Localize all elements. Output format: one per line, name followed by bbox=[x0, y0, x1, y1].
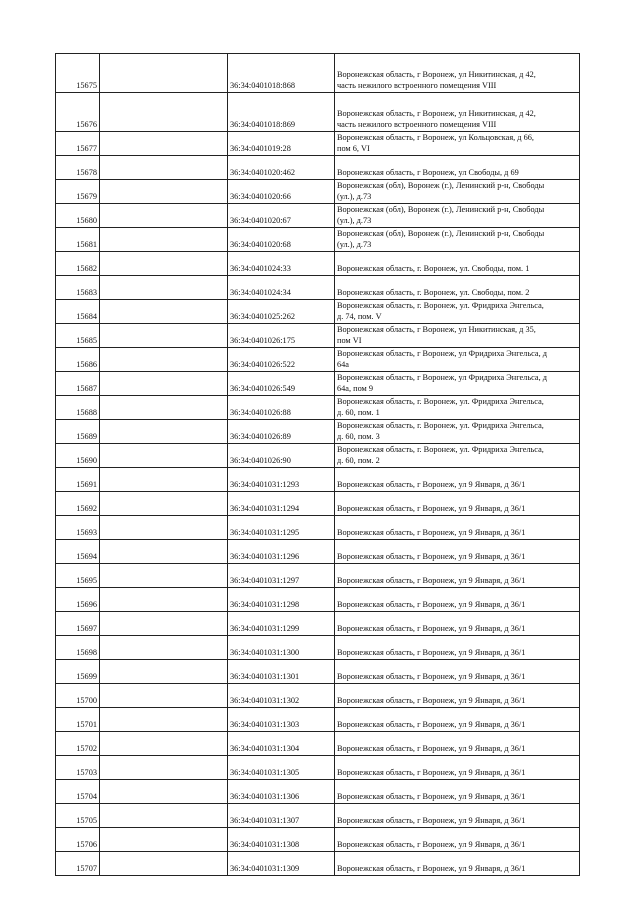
row-number-cell: 15702 bbox=[56, 732, 100, 756]
cadastral-number-cell: 36:34:0401031:1307 bbox=[228, 804, 335, 828]
cadastral-number-cell: 36:34:0401020:68 bbox=[228, 228, 335, 252]
table-row bbox=[56, 660, 580, 684]
empty-cell bbox=[100, 492, 228, 516]
table-row bbox=[56, 252, 580, 276]
table-row bbox=[56, 708, 580, 732]
address-cell: Воронежская область, г Воронеж, ул 9 Января, д 36/1 bbox=[335, 684, 580, 708]
table-row bbox=[56, 444, 580, 468]
cadastral-number-cell: 36:34:0401031:1309 bbox=[228, 852, 335, 876]
cadastral-number-cell: 36:34:0401031:1295 bbox=[228, 516, 335, 540]
cadastral-number-cell: 36:34:0401020:462 bbox=[228, 156, 335, 180]
address-cell: Воронежская область, г Воронеж, ул Свободы, д 69 bbox=[335, 156, 580, 180]
address-cell: Воронежская область, г. Воронеж, ул. Свободы, пом. 2 bbox=[335, 276, 580, 300]
cadastral-number-cell: 36:34:0401026:90 bbox=[228, 444, 335, 468]
cadastral-number-cell: 36:34:0401018:869 bbox=[228, 93, 335, 132]
empty-cell bbox=[100, 732, 228, 756]
empty-cell bbox=[100, 372, 228, 396]
row-number-cell: 15681 bbox=[56, 228, 100, 252]
row-number-cell: 15683 bbox=[56, 276, 100, 300]
row-number-cell: 15678 bbox=[56, 156, 100, 180]
empty-cell bbox=[100, 444, 228, 468]
table-row bbox=[56, 420, 580, 444]
cadastral-number-cell: 36:34:0401024:34 bbox=[228, 276, 335, 300]
table-row bbox=[56, 132, 580, 156]
cadastral-number-cell: 36:34:0401025:262 bbox=[228, 300, 335, 324]
table-row bbox=[56, 492, 580, 516]
row-number-cell: 15685 bbox=[56, 324, 100, 348]
address-cell: Воронежская область, г Воронеж, ул 9 Января, д 36/1 bbox=[335, 540, 580, 564]
address-cell: Воронежская область, г Воронеж, ул Фридриха Энгельса, д 64а bbox=[335, 348, 580, 372]
empty-cell bbox=[100, 420, 228, 444]
empty-cell bbox=[100, 588, 228, 612]
table-row bbox=[56, 180, 580, 204]
empty-cell bbox=[100, 324, 228, 348]
address-cell: Воронежская (обл), Воронеж (г.), Ленинский р-н, Свободы (ул.), д.73 bbox=[335, 180, 580, 204]
table-row bbox=[56, 468, 580, 492]
address-cell: Воронежская область, г Воронеж, ул 9 Января, д 36/1 bbox=[335, 636, 580, 660]
cadastral-number-cell: 36:34:0401018:868 bbox=[228, 54, 335, 93]
address-cell: Воронежская область, г. Воронеж, ул. Фридриха Энгельса, д. 74, пом. V bbox=[335, 300, 580, 324]
empty-cell bbox=[100, 660, 228, 684]
cadastral-number-cell: 36:34:0401031:1308 bbox=[228, 828, 335, 852]
empty-cell bbox=[100, 612, 228, 636]
cadastral-number-cell: 36:34:0401031:1298 bbox=[228, 588, 335, 612]
row-number-cell: 15696 bbox=[56, 588, 100, 612]
empty-cell bbox=[100, 396, 228, 420]
empty-cell bbox=[100, 636, 228, 660]
row-number-cell: 15677 bbox=[56, 132, 100, 156]
row-number-cell: 15697 bbox=[56, 612, 100, 636]
table-row bbox=[56, 300, 580, 324]
table-row bbox=[56, 228, 580, 252]
address-cell: Воронежская область, г Воронеж, ул Никитинская, д 35, пом VI bbox=[335, 324, 580, 348]
cadastral-number-cell: 36:34:0401031:1296 bbox=[228, 540, 335, 564]
cadastral-number-cell: 36:34:0401026:522 bbox=[228, 348, 335, 372]
table-row bbox=[56, 540, 580, 564]
cadastral-number-cell: 36:34:0401026:88 bbox=[228, 396, 335, 420]
table-row bbox=[56, 780, 580, 804]
empty-cell bbox=[100, 300, 228, 324]
cadastral-number-cell: 36:34:0401031:1293 bbox=[228, 468, 335, 492]
table-row bbox=[56, 564, 580, 588]
cadastral-number-cell: 36:34:0401031:1306 bbox=[228, 780, 335, 804]
empty-cell bbox=[100, 804, 228, 828]
empty-cell bbox=[100, 564, 228, 588]
row-number-cell: 15694 bbox=[56, 540, 100, 564]
empty-cell bbox=[100, 228, 228, 252]
table-row bbox=[56, 396, 580, 420]
row-number-cell: 15700 bbox=[56, 684, 100, 708]
address-cell: Воронежская область, г Воронеж, ул 9 Января, д 36/1 bbox=[335, 468, 580, 492]
empty-cell bbox=[100, 156, 228, 180]
table-row bbox=[56, 828, 580, 852]
row-number-cell: 15695 bbox=[56, 564, 100, 588]
address-cell: Воронежская область, г Воронеж, ул 9 Января, д 36/1 bbox=[335, 660, 580, 684]
empty-cell bbox=[100, 828, 228, 852]
empty-cell bbox=[100, 204, 228, 228]
table-row bbox=[56, 204, 580, 228]
row-number-cell: 15688 bbox=[56, 396, 100, 420]
cadastral-number-cell: 36:34:0401024:33 bbox=[228, 252, 335, 276]
empty-cell bbox=[100, 708, 228, 732]
row-number-cell: 15701 bbox=[56, 708, 100, 732]
address-cell: Воронежская область, г Воронеж, ул 9 Января, д 36/1 bbox=[335, 756, 580, 780]
table-row bbox=[56, 852, 580, 876]
table-row bbox=[56, 804, 580, 828]
empty-cell bbox=[100, 93, 228, 132]
table-row bbox=[56, 324, 580, 348]
address-cell: Воронежская (обл), Воронеж (г.), Ленинский р-н, Свободы (ул.), д.73 bbox=[335, 204, 580, 228]
row-number-cell: 15691 bbox=[56, 468, 100, 492]
address-cell: Воронежская область, г Воронеж, ул 9 Января, д 36/1 bbox=[335, 492, 580, 516]
table-row bbox=[56, 372, 580, 396]
empty-cell bbox=[100, 540, 228, 564]
row-number-cell: 15686 bbox=[56, 348, 100, 372]
empty-cell bbox=[100, 252, 228, 276]
row-number-cell: 15690 bbox=[56, 444, 100, 468]
table-row bbox=[56, 156, 580, 180]
empty-cell bbox=[100, 276, 228, 300]
address-cell: Воронежская область, г Воронеж, ул 9 Января, д 36/1 bbox=[335, 804, 580, 828]
cadastral-number-cell: 36:34:0401031:1294 bbox=[228, 492, 335, 516]
address-cell: Воронежская область, г Воронеж, ул Фридриха Энгельса, д 64а, пом 9 bbox=[335, 372, 580, 396]
empty-cell bbox=[100, 54, 228, 93]
empty-cell bbox=[100, 756, 228, 780]
empty-cell bbox=[100, 468, 228, 492]
row-number-cell: 15704 bbox=[56, 780, 100, 804]
row-number-cell: 15680 bbox=[56, 204, 100, 228]
table-row bbox=[56, 612, 580, 636]
empty-cell bbox=[100, 132, 228, 156]
cadastral-number-cell: 36:34:0401031:1302 bbox=[228, 684, 335, 708]
empty-cell bbox=[100, 780, 228, 804]
table-row bbox=[56, 636, 580, 660]
empty-cell bbox=[100, 180, 228, 204]
address-cell: Воронежская область, г Воронеж, ул 9 Января, д 36/1 bbox=[335, 732, 580, 756]
cadastral-number-cell: 36:34:0401031:1300 bbox=[228, 636, 335, 660]
address-cell: Воронежская область, г Воронеж, ул 9 Января, д 36/1 bbox=[335, 828, 580, 852]
address-cell: Воронежская область, г Воронеж, ул 9 Января, д 36/1 bbox=[335, 516, 580, 540]
cadastral-number-cell: 36:34:0401026:175 bbox=[228, 324, 335, 348]
address-cell: Воронежская область, г Воронеж, ул Кольцовская, д 66, пом 6, VI bbox=[335, 132, 580, 156]
registry-table-body bbox=[56, 54, 580, 876]
address-cell: Воронежская область, г Воронеж, ул 9 Января, д 36/1 bbox=[335, 852, 580, 876]
address-cell: Воронежская область, г. Воронеж, ул. Свободы, пом. 1 bbox=[335, 252, 580, 276]
row-number-cell: 15705 bbox=[56, 804, 100, 828]
row-number-cell: 15692 bbox=[56, 492, 100, 516]
empty-cell bbox=[100, 684, 228, 708]
address-cell: Воронежская область, г. Воронеж, ул. Фридриха Энгельса, д. 60, пом. 2 bbox=[335, 444, 580, 468]
row-number-cell: 15703 bbox=[56, 756, 100, 780]
address-cell: Воронежская область, г Воронеж, ул 9 Января, д 36/1 bbox=[335, 708, 580, 732]
table-row bbox=[56, 684, 580, 708]
address-cell: Воронежская область, г Воронеж, ул 9 Января, д 36/1 bbox=[335, 588, 580, 612]
address-cell: Воронежская область, г Воронеж, ул Никитинская, д 42, часть нежилого встроенного помещения VIII bbox=[335, 54, 580, 93]
cadastral-number-cell: 36:34:0401031:1299 bbox=[228, 612, 335, 636]
row-number-cell: 15693 bbox=[56, 516, 100, 540]
cadastral-number-cell: 36:34:0401020:67 bbox=[228, 204, 335, 228]
cadastral-number-cell: 36:34:0401031:1297 bbox=[228, 564, 335, 588]
row-number-cell: 15689 bbox=[56, 420, 100, 444]
table-row bbox=[56, 516, 580, 540]
cadastral-registry-table bbox=[55, 53, 580, 876]
row-number-cell: 15698 bbox=[56, 636, 100, 660]
cadastral-number-cell: 36:34:0401019:28 bbox=[228, 132, 335, 156]
cadastral-number-cell: 36:34:0401031:1304 bbox=[228, 732, 335, 756]
empty-cell bbox=[100, 852, 228, 876]
empty-cell bbox=[100, 348, 228, 372]
row-number-cell: 15699 bbox=[56, 660, 100, 684]
cadastral-number-cell: 36:34:0401031:1301 bbox=[228, 660, 335, 684]
empty-cell bbox=[100, 516, 228, 540]
row-number-cell: 15679 bbox=[56, 180, 100, 204]
address-cell: Воронежская область, г Воронеж, ул Никитинская, д 42, часть нежилого встроенного помещения VIII bbox=[335, 93, 580, 132]
address-cell: Воронежская область, г Воронеж, ул 9 Января, д 36/1 bbox=[335, 780, 580, 804]
table-row bbox=[56, 54, 580, 93]
table-row bbox=[56, 93, 580, 132]
cadastral-number-cell: 36:34:0401031:1303 bbox=[228, 708, 335, 732]
cadastral-number-cell: 36:34:0401026:89 bbox=[228, 420, 335, 444]
address-cell: Воронежская (обл), Воронеж (г.), Ленинский р-н, Свободы (ул.), д.73 bbox=[335, 228, 580, 252]
table-row bbox=[56, 756, 580, 780]
row-number-cell: 15675 bbox=[56, 54, 100, 93]
row-number-cell: 15684 bbox=[56, 300, 100, 324]
cadastral-number-cell: 36:34:0401020:66 bbox=[228, 180, 335, 204]
table-row bbox=[56, 348, 580, 372]
row-number-cell: 15682 bbox=[56, 252, 100, 276]
row-number-cell: 15707 bbox=[56, 852, 100, 876]
address-cell: Воронежская область, г Воронеж, ул 9 Января, д 36/1 bbox=[335, 564, 580, 588]
row-number-cell: 15687 bbox=[56, 372, 100, 396]
address-cell: Воронежская область, г. Воронеж, ул. Фридриха Энгельса, д. 60, пом. 1 bbox=[335, 396, 580, 420]
address-cell: Воронежская область, г. Воронеж, ул. Фридриха Энгельса, д. 60, пом. 3 bbox=[335, 420, 580, 444]
table-row bbox=[56, 276, 580, 300]
table-row bbox=[56, 732, 580, 756]
row-number-cell: 15706 bbox=[56, 828, 100, 852]
row-number-cell: 15676 bbox=[56, 93, 100, 132]
cadastral-number-cell: 36:34:0401026:549 bbox=[228, 372, 335, 396]
cadastral-number-cell: 36:34:0401031:1305 bbox=[228, 756, 335, 780]
address-cell: Воронежская область, г Воронеж, ул 9 Января, д 36/1 bbox=[335, 612, 580, 636]
table-row bbox=[56, 588, 580, 612]
